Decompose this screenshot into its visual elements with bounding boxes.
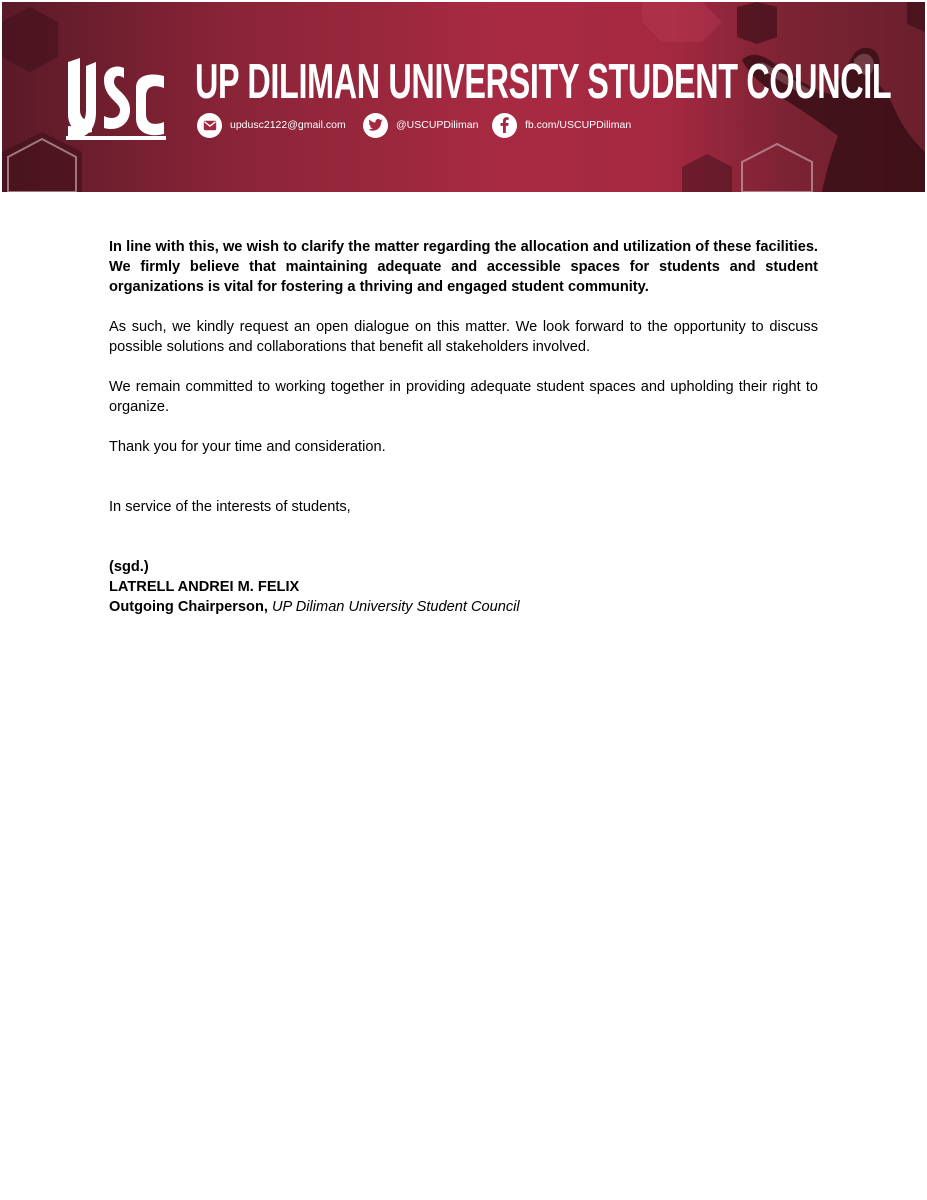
twitter-icon	[363, 113, 388, 138]
paragraph: We remain committed to working together in providing adequate student spaces and upholding their right to organize.	[109, 379, 818, 415]
paragraph: Thank you for your time and consideration.	[109, 439, 386, 455]
email-address: updusc2122@gmail.com	[230, 119, 346, 131]
council-title: UP DILIMAN UNIVERSITY STUDENT COUNCIL	[195, 55, 892, 109]
letter-closing: In service of the interests of students,	[109, 499, 351, 515]
signatory-name: LATRELL ANDREI M. FELIX	[109, 579, 300, 595]
paragraph: As such, we kindly request an open dialogue on this matter. We look forward to the opportunity to discuss possible solutions and collaborations that benefit all stakeholders involved.	[109, 319, 818, 355]
signatory-position: Outgoing Chairperson,	[109, 599, 268, 615]
signed-mark: (sgd.)	[109, 559, 149, 575]
signatory-organization: UP Diliman University Student Council	[271, 599, 520, 615]
email-icon	[197, 113, 222, 138]
contact-twitter[interactable]	[363, 112, 478, 138]
letter-body	[109, 237, 818, 477]
paragraph: In line with this, we wish to clarify the matter regarding the allocation and utilization of these facilities. We firmly believe that maintaining adequate and accessible spaces for students and student organizations is vital for fostering a thriving and engaged student community.	[109, 239, 818, 295]
contact-facebook[interactable]	[492, 112, 631, 138]
usc-logo	[64, 52, 168, 140]
logo-text: USC	[116, 138, 119, 139]
facebook-url: fb.com/USCUPDiliman	[525, 119, 632, 131]
signatory-title-line	[109, 597, 520, 617]
contact-email[interactable]	[197, 112, 346, 138]
letterhead-banner	[2, 2, 925, 192]
signature-block	[109, 557, 520, 617]
facebook-icon	[492, 113, 517, 138]
twitter-handle: @USCUPDiliman	[396, 119, 479, 131]
